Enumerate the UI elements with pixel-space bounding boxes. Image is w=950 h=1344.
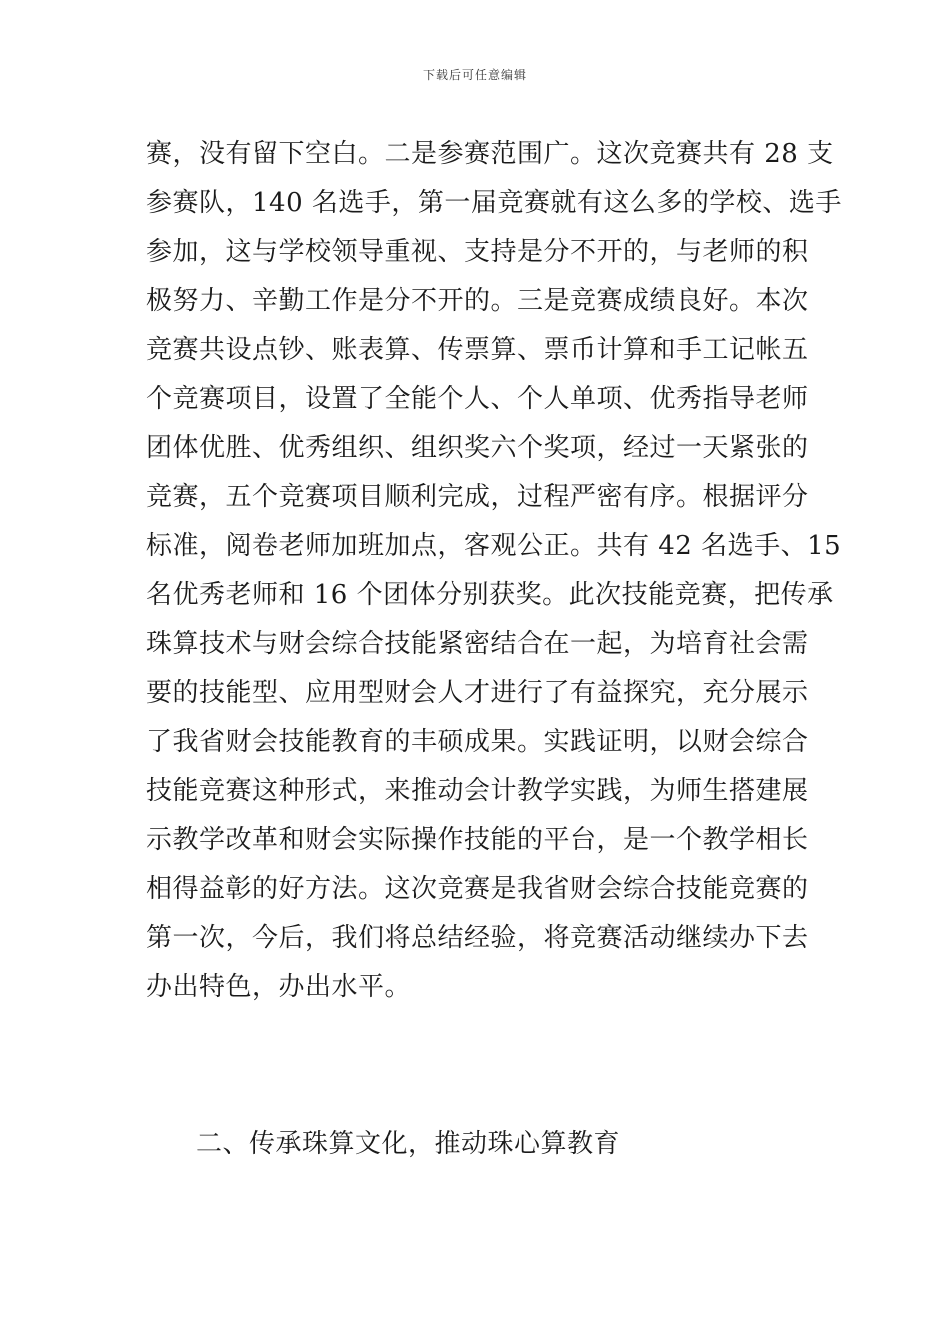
section-heading: 二、传承珠算文化，推动珠心算教育 <box>196 1129 621 1159</box>
paragraph-line: 赛，没有留下空白。二是参赛范围广。这次竞赛共有 28 支 <box>146 139 834 169</box>
paragraph-line: 了我省财会技能教育的丰硕成果。实践证明，以财会综合 <box>146 727 809 757</box>
paragraph-line: 珠算技术与财会综合技能紧密结合在一起，为培育社会需 <box>146 629 809 659</box>
paragraph-line: 要的技能型、应用型财会人才进行了有益探究，充分展示 <box>146 678 809 708</box>
body-paragraph <box>146 130 842 1012</box>
paragraph-line: 竞赛共设点钞、账表算、传票算、票币计算和手工记帐五 <box>146 335 809 365</box>
paragraph-line: 竞赛，五个竞赛项目顺利完成，过程严密有序。根据评分 <box>146 482 809 512</box>
paragraph-line: 标准，阅卷老师加班加点，客观公正。共有 42 名选手、15 <box>146 531 842 561</box>
paragraph-line: 团体优胜、优秀组织、组织奖六个奖项，经过一天紧张的 <box>146 433 809 463</box>
paragraph-line: 名优秀老师和 16 个团体分别获奖。此次技能竞赛，把传承 <box>146 580 834 610</box>
paragraph-line: 示教学改革和财会实际操作技能的平台，是一个教学相长 <box>146 825 809 855</box>
page-header: 下载后可任意编辑 <box>422 68 527 82</box>
paragraph-line: 参赛队，140 名选手，第一届竞赛就有这么多的学校、选手 <box>146 188 842 218</box>
paragraph-line: 办出特色，办出水平。 <box>146 972 412 1002</box>
paragraph-line: 相得益彰的好方法。这次竞赛是我省财会综合技能竞赛的 <box>146 874 809 904</box>
paragraph-line: 第一次，今后，我们将总结经验，将竞赛活动继续办下去 <box>146 923 809 953</box>
paragraph-line: 极努力、辛勤工作是分不开的。三是竞赛成绩良好。本次 <box>146 286 809 316</box>
paragraph-line: 个竞赛项目，设置了全能个人、个人单项、优秀指导老师 <box>146 384 809 414</box>
paragraph-line: 技能竞赛这种形式，来推动会计教学实践，为师生搭建展 <box>146 776 809 806</box>
paragraph-line: 参加，这与学校领导重视、支持是分不开的，与老师的积 <box>146 237 809 267</box>
